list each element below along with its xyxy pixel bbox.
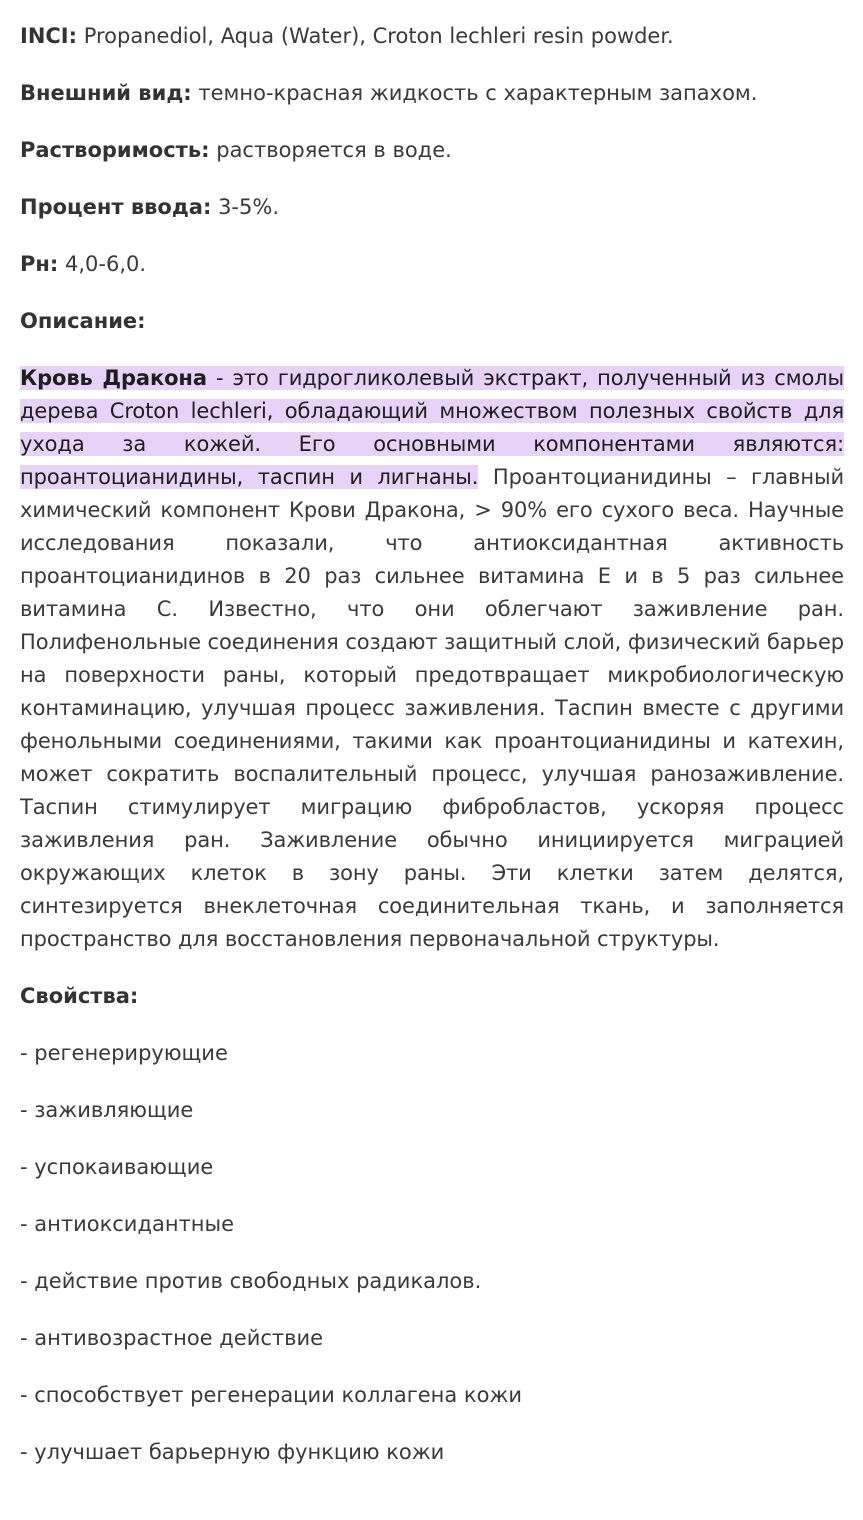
ph-field (20, 248, 844, 281)
property-item: - антивозрастное действие (20, 1326, 324, 1350)
appearance-value: темно-красная жидкость с характерным запахом. (198, 81, 758, 105)
property-item: - улучшает барьерную функцию кожи (20, 1440, 445, 1464)
dosage-field (20, 191, 844, 224)
appearance-label: Внешний вид: (20, 81, 192, 105)
inci-field (20, 20, 844, 53)
highlight-rest: - это гидрогликолевый экстракт, полученный из смолы дерева Croton lechleri, обладающий множеством полезных свойств для ухода за кожей. Его основными компонентами являются: проантоцианидины, таспин и лигнаны. (20, 366, 844, 489)
dosage-label: Процент ввода: (20, 195, 212, 219)
dosage-value: 3-5%. (218, 195, 279, 219)
ph-label: Рн: (20, 252, 59, 276)
description-rest: Проантоцианидины – главный химический компонент Крови Дракона, > 90% его сухого веса. Научные исследования показали, что антиоксидантная активность проантоцианидинов в 20 раз сильнее витамина Е и в 5 раз сильнее витамина С. Известно, что они облегчают заживление ран. Полифенольные соединения создают защитный слой, физический барьер на поверхности раны, который предотвращает микробиологическую контаминацию, улучшая процесс заживления. Таспин вместе с другими фенольными соединениями, такими как проантоцианидины и катехин, может сократить воспалительный процесс, улучшая ранозаживление. Таспин стимулирует миграцию фибробластов, ускоряя процесс заживления ран. Заживление обычно инициируется миграцией окружающих клеток в зону раны. Эти клетки затем делятся, синтезируется внеклеточная соединительная ткань, и заполняется пространство для восстановления первоначальной структуры. (20, 465, 844, 951)
properties-heading-label: Свойства: (20, 984, 139, 1008)
properties-heading (20, 980, 844, 1013)
property-item: - способствует регенерации коллагена кожи (20, 1383, 523, 1407)
property-item: - регенерирующие (20, 1041, 228, 1065)
appearance-field (20, 77, 844, 110)
solubility-value: растворяется в воде. (216, 138, 452, 162)
solubility-label: Растворимость: (20, 138, 210, 162)
description-text (20, 362, 844, 956)
property-item: - антиоксидантные (20, 1212, 235, 1236)
description-heading (20, 305, 844, 338)
properties-list (20, 1037, 844, 1469)
property-item: - успокаивающие (20, 1155, 214, 1179)
inci-label: INCI: (20, 24, 78, 48)
property-item: - действие против свободных радикалов. (20, 1269, 482, 1293)
property-item: - заживляющие (20, 1098, 194, 1122)
description-heading-label: Описание: (20, 309, 146, 333)
solubility-field (20, 134, 844, 167)
highlight-bold: Кровь Дракона (20, 366, 207, 390)
ph-value: 4,0-6,0. (65, 252, 147, 276)
inci-value: Propanediol, Aqua (Water), Croton lechleri resin powder. (83, 24, 674, 48)
